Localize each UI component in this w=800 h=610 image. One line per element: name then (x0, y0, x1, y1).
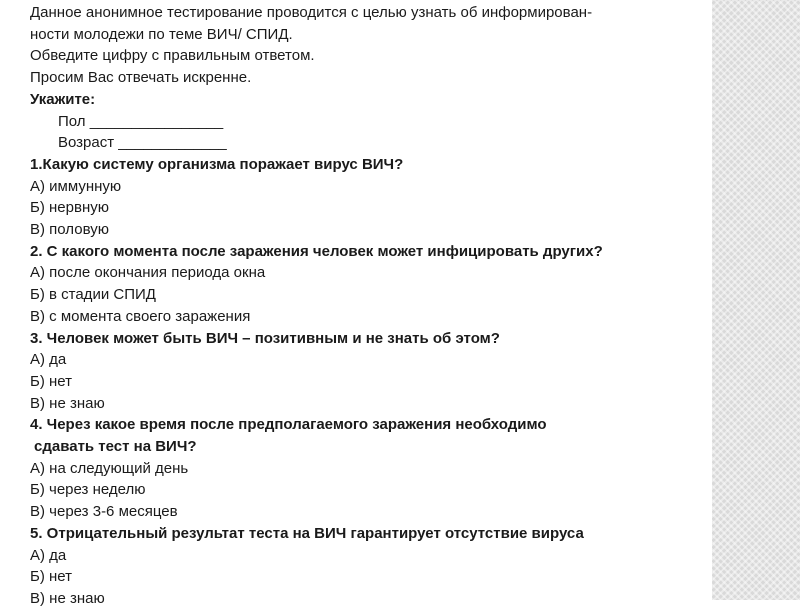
decorative-side-stripe (712, 0, 800, 600)
answer-option: А) да (30, 351, 67, 369)
question-2-title: 2. С какого момента после заражения человек может инфицировать других? (30, 242, 603, 260)
answer-option: В) через 3-6 месяцев (30, 503, 178, 521)
answer-option: В) не знаю (30, 589, 105, 607)
question-4-title-continued: сдавать тест на ВИЧ? (34, 438, 197, 456)
answer-option: Б) нет (30, 372, 73, 390)
question-1-title: 1.Какую систему организма поражает вирус ВИЧ? (30, 155, 404, 173)
answer-option: Б) в стадии СПИД (30, 286, 156, 304)
question-5-title: 5. Отрицательный результат теста на ВИЧ гарантирует отсутствие вируса (30, 524, 584, 542)
instruction-line: Обведите цифру с правильным ответом. (30, 47, 315, 65)
answer-option: Б) нервную (30, 199, 109, 217)
specify-heading: Укажите: (30, 90, 96, 108)
answer-option: Б) через неделю (30, 481, 146, 499)
survey-document (30, 2, 720, 610)
gender-field: Пол ________________ (58, 112, 224, 130)
answer-option: В) с момента своего заражения (30, 307, 251, 325)
question-3-title: 3. Человек может быть ВИЧ – позитивным и не знать об этом? (30, 329, 500, 347)
answer-option: А) после окончания периода окна (30, 264, 266, 282)
intro-line: Данное анонимное тестирование проводится с целью узнать об информирован- (30, 4, 593, 21)
answer-option: А) на следующий день (30, 459, 189, 477)
answer-option: А) иммунную (30, 177, 122, 195)
answer-option: В) половую (30, 221, 109, 239)
answer-option: А) да (30, 546, 67, 564)
answer-option: В) не знаю (30, 394, 105, 412)
answer-option: Б) нет (30, 568, 73, 586)
instruction-line: Просим Вас отвечать искренне. (30, 69, 252, 87)
question-4-title: 4. Через какое время после предполагаемого заражения необходимо (30, 416, 547, 434)
age-field: Возраст _____________ (58, 134, 227, 152)
intro-line: ности молодежи по теме ВИЧ/ СПИД. (30, 25, 293, 43)
